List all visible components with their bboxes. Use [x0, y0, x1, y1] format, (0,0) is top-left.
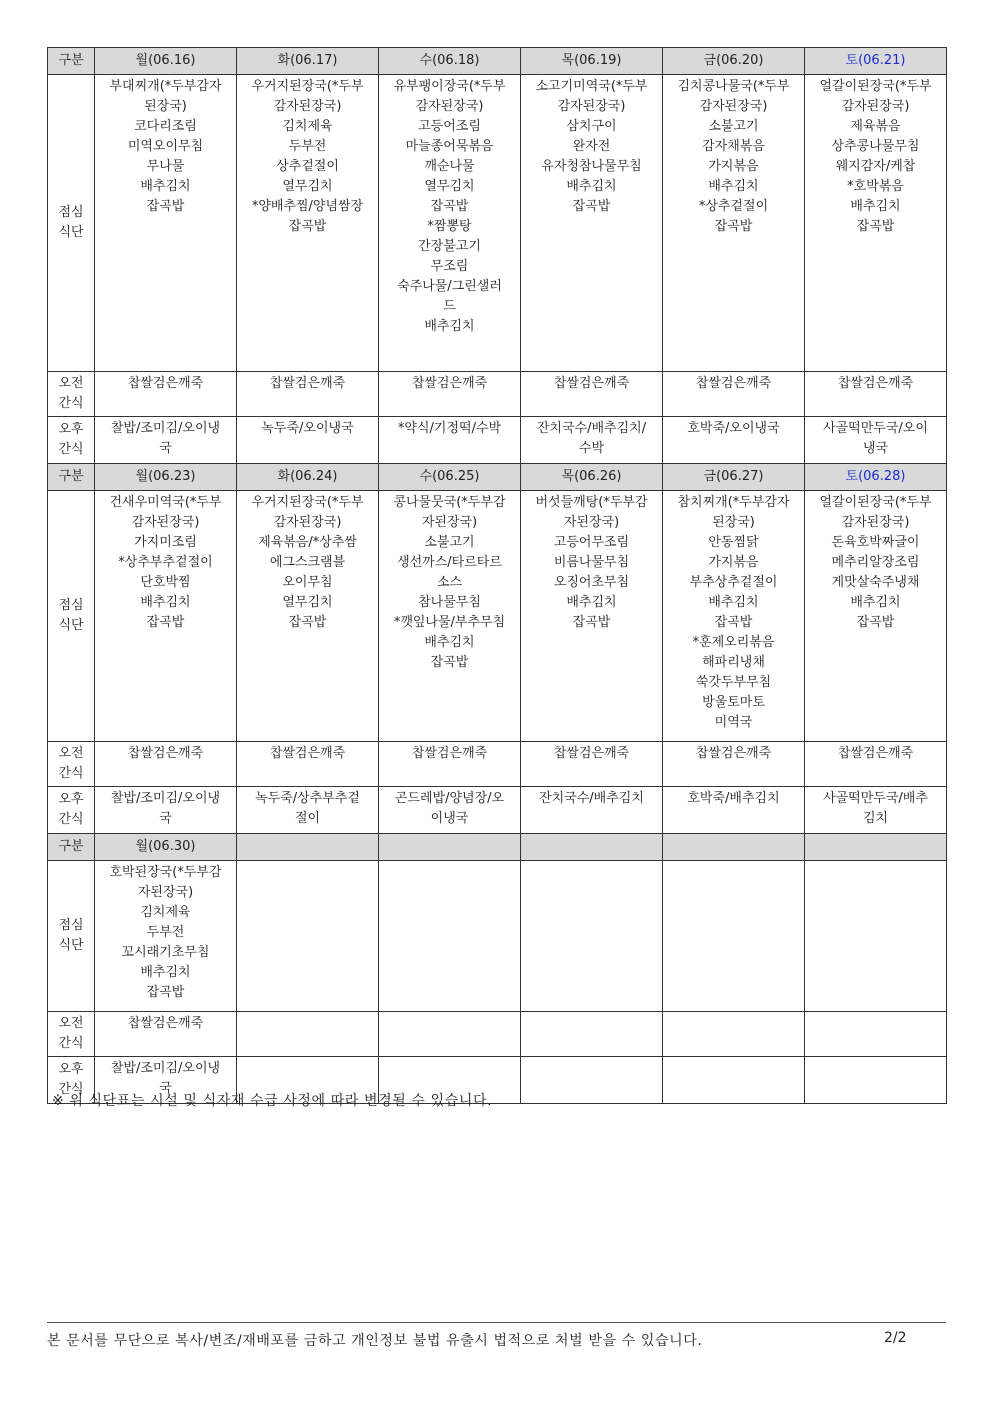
- menu-item: 단호박찜: [140, 575, 191, 590]
- menu-item: 방울토마토: [702, 695, 765, 710]
- row-label-line: 오전: [58, 746, 84, 761]
- menu-item: 소스: [436, 575, 463, 590]
- menu-item: 국: [159, 441, 172, 456]
- lunch-menu-cell: [521, 491, 663, 742]
- menu-item: 사골떡만두국/배추: [823, 791, 928, 806]
- lunch-menu-cell: [663, 75, 805, 372]
- menu-item: 잡곡밥: [288, 219, 327, 234]
- week-header-row: [48, 834, 947, 861]
- day-header: 금(06.27): [663, 464, 805, 491]
- menu-item: 찰밥/조미김/오이냉: [110, 421, 221, 436]
- menu-item: 배추김치: [850, 595, 901, 610]
- day-header: 화(06.17): [237, 48, 379, 75]
- menu-item: 게맛살숙주냉채: [831, 575, 920, 590]
- menu-item: 건새우미역국(*두부: [109, 495, 222, 510]
- menu-item: 얼갈이된장국(*두부: [819, 495, 932, 510]
- menu-item: 배추김치: [140, 179, 191, 194]
- change-notice: ※ 위 식단표는 시설 및 식자재 수급 사정에 따라 변경될 수 있습니다.: [52, 1093, 493, 1109]
- menu-item: 김치제육: [140, 905, 191, 920]
- lunch-row: [48, 491, 947, 742]
- footer-divider: [47, 1322, 946, 1323]
- menu-item: 열무김치: [282, 179, 333, 194]
- menu-item: 배추김치: [140, 965, 191, 980]
- menu-item: 소불고기: [708, 119, 759, 134]
- pm-snack-cell: [379, 787, 521, 834]
- am-snack-cell: 찹쌀검은깨죽: [663, 742, 805, 787]
- am-snack-cell: 찹쌀검은깨죽: [521, 742, 663, 787]
- menu-item: 해파리냉채: [702, 655, 765, 670]
- menu-item: 잡곡밥: [714, 219, 753, 234]
- row-label-line: 식단: [58, 618, 84, 633]
- menu-item: 얼갈이된장국(*두부: [819, 79, 932, 94]
- lunch-label: [48, 75, 95, 372]
- page-number: 2/2: [884, 1330, 907, 1346]
- menu-item: 잔치국수/배추김치: [539, 791, 644, 806]
- lunch-label: [48, 491, 95, 742]
- row-label-line: 간식: [58, 1082, 84, 1097]
- menu-item: *약식/기정떡/수박: [397, 421, 502, 436]
- am-snack-cell: 찹쌀검은깨죽: [237, 372, 379, 417]
- menu-item: 감자된장국): [131, 515, 200, 530]
- pm-snack-cell: [521, 417, 663, 464]
- menu-item: 감자된장국): [415, 99, 484, 114]
- lunch-menu-cell: [521, 861, 663, 1012]
- menu-item: *짬뽕탕: [427, 219, 472, 234]
- menu-item: 곤드레밥/양념장/오: [394, 791, 505, 806]
- day-header: 월(06.23): [95, 464, 237, 491]
- menu-item: 버섯들깨탕(*두부감: [535, 495, 648, 510]
- menu-item: 녹두죽/상추부추겉: [255, 791, 360, 806]
- lunch-menu-cell: [237, 75, 379, 372]
- day-header: 토(06.21): [805, 48, 947, 75]
- am-snack-row: [48, 372, 947, 417]
- menu-item: 감자된장국): [557, 99, 626, 114]
- menu-item: 미역오이무침: [127, 139, 204, 154]
- am-snack-cell: [663, 1012, 805, 1057]
- am-snack-cell: [379, 1012, 521, 1057]
- day-header: 월(06.30): [95, 834, 237, 861]
- menu-item: 배추김치: [566, 179, 617, 194]
- menu-item: 완자전: [572, 139, 611, 154]
- menu-item: 드: [443, 299, 456, 314]
- menu-item: 미역국: [714, 715, 753, 730]
- am-snack-row: [48, 1012, 947, 1057]
- menu-item: 호박된장국(*두부감: [109, 865, 222, 880]
- menu-item: 웨지감자/케찹: [835, 159, 916, 174]
- menu-item: 배추김치: [708, 595, 759, 610]
- day-header: [237, 834, 379, 861]
- menu-item: 배추김치: [850, 199, 901, 214]
- menu-item: 부대찌개(*두부감자: [109, 79, 222, 94]
- pm-snack-cell: [237, 787, 379, 834]
- day-header: 토(06.28): [805, 464, 947, 491]
- row-label-line: 오전: [58, 376, 84, 391]
- header-label: 구분: [48, 834, 95, 861]
- pm-snack-cell: [95, 417, 237, 464]
- am-snack-label: [48, 372, 95, 417]
- menu-item: 자된장국): [563, 515, 620, 530]
- menu-item: 잡곡밥: [572, 199, 611, 214]
- menu-item: 호박죽/오이냉국: [687, 421, 780, 436]
- lunch-menu-cell: [663, 861, 805, 1012]
- lunch-menu-cell: [95, 491, 237, 742]
- menu-item: 잡곡밥: [856, 219, 895, 234]
- row-label-line: 오후: [58, 1062, 84, 1077]
- menu-item: 코다리조림: [134, 119, 197, 134]
- menu-item: 김치제육: [282, 119, 333, 134]
- pm-snack-cell: [521, 787, 663, 834]
- menu-item: 찰밥/조미김/오이냉: [110, 791, 221, 806]
- menu-item: 잡곡밥: [146, 199, 185, 214]
- menu-item: 감자된장국): [273, 99, 342, 114]
- menu-item: 삼치구이: [566, 119, 617, 134]
- day-header: 월(06.16): [95, 48, 237, 75]
- menu-item: 숙주나물/그린샐러: [397, 279, 502, 294]
- pm-snack-row: [48, 417, 947, 464]
- lunch-menu-cell: [379, 861, 521, 1012]
- menu-item: 참치찌개(*두부감자: [677, 495, 790, 510]
- menu-item: 제육볶음/*상추쌈: [258, 535, 357, 550]
- pm-snack-row: [48, 787, 947, 834]
- menu-item: *깻잎나물/부추무침: [393, 615, 506, 630]
- pm-snack-cell: [663, 417, 805, 464]
- am-snack-cell: 찹쌀검은깨죽: [95, 1012, 237, 1057]
- am-snack-cell: [805, 1012, 947, 1057]
- menu-item: 열무김치: [282, 595, 333, 610]
- menu-item: 무조림: [430, 259, 469, 274]
- lunch-label: [48, 861, 95, 1012]
- copyright-footer: 본 문서를 무단으로 복사/변조/재배포를 금하고 개인정보 불법 유출시 법적으로 처벌 받을 수 있습니다.: [47, 1333, 703, 1349]
- menu-item: 잡곡밥: [430, 199, 469, 214]
- am-snack-cell: 찹쌀검은깨죽: [237, 742, 379, 787]
- menu-item: 가지볶음: [708, 555, 759, 570]
- menu-item: 두부전: [288, 139, 327, 154]
- row-label-line: 간식: [58, 766, 84, 781]
- menu-item: 메추리알장조림: [831, 555, 920, 570]
- am-snack-cell: [237, 1012, 379, 1057]
- menu-item: *양배추찜/양념쌈장: [251, 199, 364, 214]
- menu-item: 감자된장국): [841, 515, 910, 530]
- menu-item: 우거지된장국(*두부: [251, 495, 364, 510]
- day-header: [379, 834, 521, 861]
- menu-item: 감자된장국): [273, 515, 342, 530]
- menu-item: 국: [159, 1081, 172, 1096]
- week-header-row: [48, 464, 947, 491]
- menu-item: 냉국: [862, 441, 889, 456]
- lunch-menu-cell: [805, 75, 947, 372]
- menu-item: 배추김치: [424, 319, 475, 334]
- menu-item: 김치: [862, 811, 889, 826]
- am-snack-cell: 찹쌀검은깨죽: [95, 372, 237, 417]
- menu-item: 호박죽/배추김치: [687, 791, 780, 806]
- row-label-line: 점심: [58, 598, 84, 613]
- menu-item: 자된장국): [137, 885, 194, 900]
- row-label-line: 식단: [58, 938, 84, 953]
- lunch-menu-cell: [379, 491, 521, 742]
- am-snack-cell: 찹쌀검은깨죽: [379, 372, 521, 417]
- menu-item: 상추콩나물무침: [831, 139, 920, 154]
- am-snack-cell: 찹쌀검은깨죽: [663, 372, 805, 417]
- pm-snack-cell: [805, 417, 947, 464]
- menu-item: 녹두죽/오이냉국: [261, 421, 354, 436]
- menu-item: 가지볶음: [708, 159, 759, 174]
- menu-item: 잡곡밥: [146, 615, 185, 630]
- menu-item: 꼬시래기초무침: [121, 945, 210, 960]
- lunch-menu-cell: [805, 491, 947, 742]
- menu-item: *상추겉절이: [698, 199, 769, 214]
- menu-item: 사골떡만두국/오이: [823, 421, 928, 436]
- menu-item: 배추김치: [140, 595, 191, 610]
- am-snack-cell: 찹쌀검은깨죽: [805, 372, 947, 417]
- menu-item: 마늘종어묵볶음: [405, 139, 494, 154]
- menu-item: 된장국): [144, 99, 187, 114]
- pm-snack-label: [48, 417, 95, 464]
- menu-item: 열무김치: [424, 179, 475, 194]
- lunch-menu-cell: [95, 861, 237, 1012]
- row-label-line: 점심: [58, 918, 84, 933]
- menu-item: 가지미조림: [134, 535, 197, 550]
- menu-item: 두부전: [146, 925, 185, 940]
- menu-item: 잡곡밥: [430, 655, 469, 670]
- menu-item: 배추김치: [566, 595, 617, 610]
- menu-item: 참나물무침: [418, 595, 481, 610]
- am-snack-cell: 찹쌀검은깨죽: [379, 742, 521, 787]
- row-label-line: 식단: [58, 225, 84, 240]
- menu-item: 이냉국: [430, 811, 469, 826]
- menu-item: 수박: [578, 441, 605, 456]
- menu-item: 오징어초무침: [553, 575, 630, 590]
- header-label: 구분: [48, 48, 95, 75]
- pm-snack-cell: [805, 787, 947, 834]
- day-header: 수(06.18): [379, 48, 521, 75]
- pm-snack-cell: [663, 787, 805, 834]
- menu-item: 돈육호박짜글이: [831, 535, 920, 550]
- menu-item: 제육볶음: [850, 119, 901, 134]
- pm-snack-label: [48, 787, 95, 834]
- menu-item: 고등어무조림: [553, 535, 630, 550]
- row-label-line: 점심: [58, 205, 84, 220]
- menu-item: 절이: [294, 811, 321, 826]
- row-label-line: 오후: [58, 422, 84, 437]
- row-label-line: 간식: [58, 1036, 84, 1051]
- row-label-line: 간식: [58, 442, 84, 457]
- day-header: 목(06.19): [521, 48, 663, 75]
- pm-snack-cell: [805, 1057, 947, 1104]
- row-label-line: 오전: [58, 1016, 84, 1031]
- menu-item: 배추김치: [424, 635, 475, 650]
- menu-item: 깨순나물: [424, 159, 475, 174]
- menu-item: 유부팽이장국(*두부: [393, 79, 506, 94]
- menu-item: 상추겉절이: [276, 159, 339, 174]
- menu-item: 부추상추겉절이: [689, 575, 778, 590]
- pm-snack-cell: [521, 1057, 663, 1104]
- menu-item: 잡곡밥: [146, 985, 185, 1000]
- am-snack-label: [48, 1012, 95, 1057]
- menu-item: 국: [159, 811, 172, 826]
- menu-item: 비름나물무침: [553, 555, 630, 570]
- menu-item: 에그스크램블: [269, 555, 346, 570]
- lunch-menu-cell: [805, 861, 947, 1012]
- day-header: 목(06.26): [521, 464, 663, 491]
- am-snack-cell: 찹쌀검은깨죽: [805, 742, 947, 787]
- menu-item: 쑥갓두부무침: [695, 675, 772, 690]
- day-header: [663, 834, 805, 861]
- lunch-menu-cell: [663, 491, 805, 742]
- menu-item: 소불고기: [424, 535, 475, 550]
- menu-item: 오이무침: [282, 575, 333, 590]
- menu-item: 우거지된장국(*두부: [251, 79, 364, 94]
- menu-item: 감자된장국): [841, 99, 910, 114]
- menu-item: 감자채볶음: [702, 139, 765, 154]
- menu-item: 감자된장국): [699, 99, 768, 114]
- menu-item: 김치콩나물국(*두부: [677, 79, 790, 94]
- menu-item: 무나물: [146, 159, 185, 174]
- menu-item: *상추부추겉절이: [118, 555, 213, 570]
- menu-item: 콩나물뭇국(*두부감: [393, 495, 506, 510]
- pm-snack-cell: [237, 417, 379, 464]
- menu-item: 잡곡밥: [714, 615, 753, 630]
- row-label-line: 간식: [58, 812, 84, 827]
- menu-item: 된장국): [712, 515, 755, 530]
- lunch-menu-cell: [521, 75, 663, 372]
- day-header: 수(06.25): [379, 464, 521, 491]
- menu-item: 찰밥/조미김/오이냉: [110, 1061, 221, 1076]
- am-snack-cell: 찹쌀검은깨죽: [521, 372, 663, 417]
- menu-item: 유자청참나물무침: [541, 159, 642, 174]
- day-header: [521, 834, 663, 861]
- menu-item: *훈제오리볶음: [692, 635, 775, 650]
- menu-item: 잔치국수/배추김치/: [536, 421, 647, 436]
- menu-item: 안동찜닭: [708, 535, 759, 550]
- menu-item: 소고기미역국(*두부: [535, 79, 648, 94]
- am-snack-cell: [521, 1012, 663, 1057]
- menu-item: 잡곡밥: [572, 615, 611, 630]
- lunch-row: [48, 861, 947, 1012]
- lunch-row: [48, 75, 947, 372]
- menu-item: 생선까스/타르타르: [397, 555, 502, 570]
- lunch-menu-cell: [237, 861, 379, 1012]
- menu-item: *호박볶음: [847, 179, 904, 194]
- menu-item: 고등어조림: [418, 119, 481, 134]
- am-snack-label: [48, 742, 95, 787]
- am-snack-row: [48, 742, 947, 787]
- lunch-menu-cell: [237, 491, 379, 742]
- pm-snack-cell: [95, 787, 237, 834]
- row-label-line: 간식: [58, 396, 84, 411]
- menu-item: 간장불고기: [418, 239, 481, 254]
- am-snack-cell: 찹쌀검은깨죽: [95, 742, 237, 787]
- pm-snack-cell: [663, 1057, 805, 1104]
- menu-item: 배추김치: [708, 179, 759, 194]
- menu-item: 잡곡밥: [288, 615, 327, 630]
- day-header: [805, 834, 947, 861]
- day-header: 금(06.20): [663, 48, 805, 75]
- row-label-line: 오후: [58, 792, 84, 807]
- menu-item: 자된장국): [421, 515, 478, 530]
- lunch-menu-cell: [95, 75, 237, 372]
- pm-snack-cell: [379, 417, 521, 464]
- header-label: 구분: [48, 464, 95, 491]
- menu-item: 잡곡밥: [856, 615, 895, 630]
- meal-plan-table: [47, 47, 947, 1104]
- day-header: 화(06.24): [237, 464, 379, 491]
- lunch-menu-cell: [379, 75, 521, 372]
- week-header-row: [48, 48, 947, 75]
